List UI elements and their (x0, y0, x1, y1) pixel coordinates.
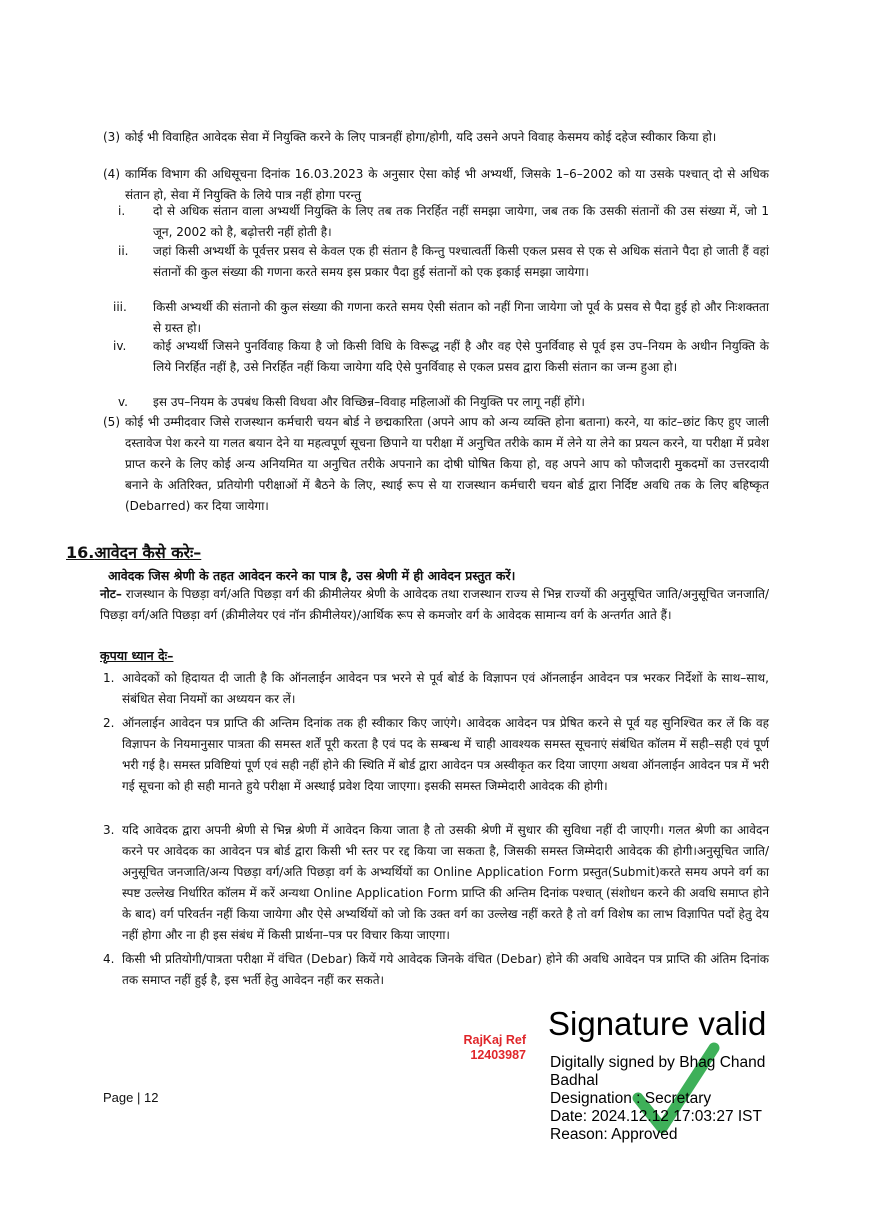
signature-title: Signature valid (548, 1005, 767, 1042)
attention-heading: कृपया ध्यान देः– (100, 648, 174, 663)
signature-line: Reason: Approved (550, 1126, 678, 1143)
note-paragraph (100, 584, 769, 626)
rajkaj-reference (456, 1033, 526, 1063)
note-text: राजस्थान के पिछड़ा वर्ग/अति पिछड़ा वर्ग की क्रीमीलेयर श्रेणी के आवेदक तथा राजस्थान राज्य से भिन्न राज्यों की अनुसूचित जाति/अनुसूचित जनजाति/पिछड़ा वर्ग/अति पिछड़ा वर्ग (क्रीमीलेयर एवं नॉन क्रीमीलेयर)/आर्थिक रूप से कमजोर वर्ग के आवेदक सामान्य वर्ग के अन्तर्गत आते हैं। (100, 587, 769, 622)
item-number: 3. (103, 823, 115, 837)
item-text: आवेदकों को हिदायत दी जाती है कि ऑनलाईन आवेदन पत्र भरने से पूर्व बोर्ड के विज्ञापन एवं ऑनलाईन आवेदन पत्र भरकर निर्देशों के साथ–साथ, संबंधित सेवा नियमों का अध्ययन कर लें। (122, 671, 769, 706)
clause-text: कार्मिक विभाग की अधिसूचना दिनांक 16.03.2023 के अनुसार ऐसा कोई भी अभ्यर्थी, जिसके 1–6–2002 को या उसके पश्चात् दो से अधिक संतान हो, सेवा में नियुक्ति के लिये पात्र नहीं होगा परन्तु (125, 167, 769, 202)
sub-clause-text: जहां किसी अभ्यर्थी के पूर्वत्तर प्रसव से केवल एक ही संतान है किन्तु पश्चात्वर्ती किसी एकल प्रसव से एक से अधिक संताने पैदा हो जाती हैं वहां संतानों की कुल संख्या की गणना करते समय इस प्रकार पैदा हुई संतानों को एक इकाई समझा जायेगा। (153, 244, 769, 279)
item-number: 4. (103, 952, 115, 966)
sub-clause-number: i. (118, 204, 126, 218)
section-title: आवेदन कैसे करेः– (94, 543, 202, 562)
signature-line: Digitally signed by Bhag Chand (550, 1054, 766, 1071)
sub-clause-number: v. (118, 395, 128, 409)
signature-line: Badhal (550, 1072, 599, 1089)
signature-details (550, 1054, 765, 1144)
sub-clause-number: ii. (118, 244, 129, 258)
sub-clause-text: दो से अधिक संतान वाला अभ्यर्थी नियुक्ति के लिए तब तक निरर्हित नहीं समझा जायेगा, जब तक कि उसकी संतानों की उस संख्या में, जो 1 जून, 2002 को है, बढ़ोत्तरी नहीं होती है। (153, 204, 769, 239)
clause-number: (5) (103, 415, 120, 429)
clause-number: (4) (103, 167, 120, 181)
section-instruction: आवेदक जिस श्रेणी के तहत आवेदन करने का पात्र है, उस श्रेणी में ही आवेदन प्रस्तुत करें। (108, 568, 516, 583)
note-label: नोट– (100, 587, 122, 601)
item-text: किसी भी प्रतियोगी/पात्रता परीक्षा में वंचित (Debar) कियें गये आवेदक जिनके वंचित (Debar) होने की अवधि आवेदन पत्र प्राप्ति की अंतिम दिनांक तक समाप्त नहीं हुई है, इस भर्ती हेतु आवेदन नहीं कर सकते। (122, 952, 769, 987)
item-text: यदि आवेदक द्वारा अपनी श्रेणी से भिन्न श्रेणी में आवेदन किया जाता है तो उसकी श्रेणी में सुधार की सुविधा नहीं दी जाएगी। गलत श्रेणी का आवेदन करने पर आवेदक का आवेदन पत्र बोर्ड द्वारा किसी भी स्तर पर रद्द किया जा सकता है, जिसकी समस्त जिम्मेदारी आवेदक की होगी।अनुसूचित जाति/अनुसूचित जनजाति/अन्य पिछड़ा वर्ग/अति पिछड़ा वर्ग के अभ्यर्थियों का Online Application Form प्रस्तुत(Submit)करते समय अपने वर्ग का स्पष्ट उल्लेख निर्धारित कॉलम में करें अन्यथा Online Application Form प्राप्ति की अन्तिम दिनांक पश्चात् (संशोधन करने की अवधि समाप्त होने के बाद) वर्ग परिवर्तन नहीं किया जायेगा और ऐसे अभ्यर्थियों को जो कि उक्त वर्ग का उल्लेख नहीं करते है तो वर्ग विशेष का लाभ विज्ञापित पदों हेतु देय नहीं होगा और ना ही इस संबंध में किसी प्रार्थना–पत्र पर विचार किया जाएगा। (122, 823, 769, 942)
signature-line: Designation : Secretary (550, 1090, 712, 1107)
signature-line: Date: 2024.12.12 17:03:27 IST (550, 1108, 762, 1125)
item-number: 1. (103, 671, 115, 685)
section-heading (66, 541, 201, 563)
item-number: 2. (103, 716, 115, 730)
clause-number: (3) (103, 130, 120, 144)
sub-clause-text: इस उप–नियम के उपबंध किसी विधवा और विच्छिन्न–विवाह महिलाओं की नियुक्ति पर लागू नहीं होंगे। (153, 395, 585, 409)
clause-text: कोई भी उम्मीदवार जिसे राजस्थान कर्मचारी चयन बोर्ड ने छद्मकारिता (अपने आप को अन्य व्यक्ति होना बताना) करने, या कांट–छांट किए हुए जाली दस्तावेज पेश करने या गलत बयान देने या महत्वपूर्ण सूचना छिपाने या परीक्षा में अनुचित तरीके काम में लेने या लेने का प्रयत्न करने, या परीक्षा में प्रवेश प्राप्त करने के लिए कोई अन्य अनियमित या अनुचित तरीके अपनाने का दोषी घोषित किया हो, वह अपने आप को फौजदारी मुकदमों का उत्तरदायी बनाने के अतिरिक्त, प्रतियोगी परीक्षाओं में बैठने के लिए, स्थाई रूप से या राजस्थान कर्मचारी चयन बोर्ड द्वारा निर्दिष्ट अवधि तक के लिए बहिष्कृत (Debarred) कर दिया जायेगा। (125, 415, 769, 513)
sub-clause-text: किसी अभ्यर्थी की संतानो की कुल संख्या की गणना करते समय ऐसी संतान को नहीं गिना जायेगा जो पूर्व के प्रसव से पैदा हुई हो और निःशक्तता से ग्रस्त हो। (153, 300, 769, 335)
item-text: ऑनलाईन आवेदन पत्र प्राप्ति की अन्तिम दिनांक तक ही स्वीकार किए जाएंगे। आवेदक आवेदन पत्र प्रेषित करने से पूर्व यह सुनिश्चित कर लें कि वह विज्ञापन के नियमानुसार पात्रता की समस्त शर्तें पूरी करता है एवं पद के सम्बन्ध में चाही आवश्यक समस्त सूचनाएं संबंधित कॉलम में सही–सही एवं पूर्ण भरी गई है। समस्त प्रविष्टियां पूर्ण एवं सही नहीं होने की स्थिति में बोर्ड द्वारा आवेदन पत्र अस्वीकृत कर दिया जाएगा अथवा ऑनलाईन आवेदन पत्र में भरी गई सूचना को ही सही मानते हुये परीक्षा में अस्थाई प्रवेश दिया जाएगा। इसकी समस्त जिम्मेदारी आवेदक की होगी। (122, 716, 769, 793)
sub-clause-number: iii. (113, 300, 127, 314)
sub-clause-text: कोई अभ्यर्थी जिसने पुनर्विवाह किया है जो किसी विधि के विरूद्ध नहीं है और वह ऐसे पुनर्विवाह से पूर्व इस उप–नियम के अधीन नियुक्ति के लिये निरर्हित नहीं है, उसे निरर्हित नहीं किया जायेगा यदि ऐसे पुनर्विवाह से एकल प्रसव द्वारा किसी संतान का जन्म हुआ हो। (153, 339, 769, 374)
ref-label: RajKaj Ref (463, 1033, 526, 1047)
sub-clause-number: iv. (113, 339, 127, 353)
ref-number: 12403987 (470, 1048, 526, 1062)
section-number: 16. (66, 543, 95, 562)
page-number: Page | 12 (103, 1090, 159, 1105)
clause-text: कोई भी विवाहित आवेदक सेवा में नियुक्ति करने के लिए पात्रनहीं होगा/होगी, यदि उसने अपने विवाह केसमय कोई दहेज स्वीकार किया हो। (125, 130, 717, 144)
